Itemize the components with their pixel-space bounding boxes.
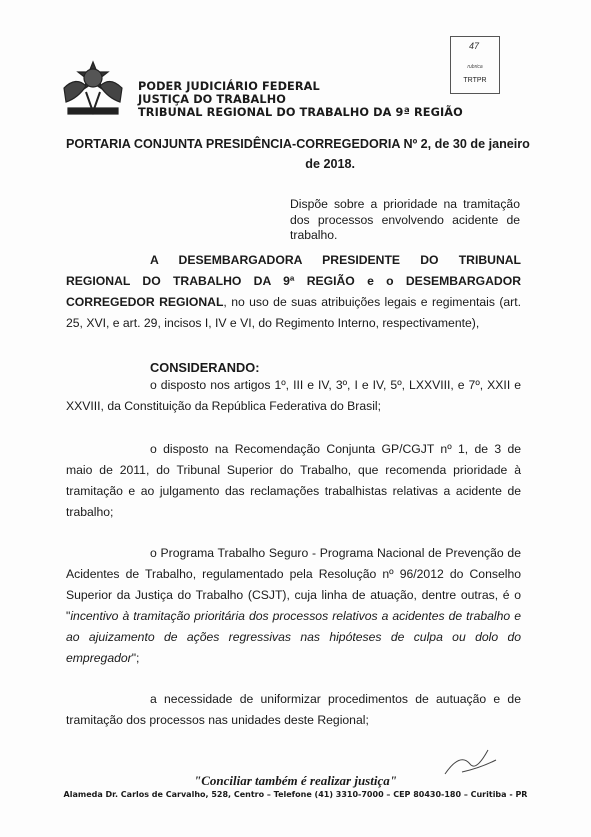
coat-of-arms-icon xyxy=(56,58,130,122)
considerando-item-2: o disposto na Recomendação Conjunta GP/CGJT nº 1, de 3 de maio de 2011, do Tribunal Superior do Trabalho, que recomenda prioridade à tramitação e ao julgamento das reclamações trabalhistas relativas a acidente de trabalho; xyxy=(66,442,521,519)
preamble-paragraph xyxy=(66,250,521,334)
header-line-3: TRIBUNAL REGIONAL DO TRABALHO DA 9ª REGIÃO xyxy=(138,106,463,119)
considerando-item-3 xyxy=(66,543,521,669)
footer-motto: "Conciliar também é realizar justiça" xyxy=(194,773,397,788)
stamp-rubric: rubrica xyxy=(467,64,483,70)
preamble-authorities: A DESEMBARGADORA PRESIDENTE DO TRIBUNAL REGIONAL DO TRABALHO DA 9ª REGIÃO e o DESEMBARGADOR CORREGEDOR REGIONAL xyxy=(66,253,521,309)
ementa: Dispõe sobre a prioridade na tramitação dos processos envolvendo acidente de trabalho. xyxy=(290,197,520,242)
title-line-1: PORTARIA CONJUNTA PRESIDÊNCIA-CORREGEDORIA Nº 2, de 30 de janeiro xyxy=(66,137,530,151)
stamp-number: 47 xyxy=(468,41,479,51)
considerando-heading: CONSIDERANDO: xyxy=(150,360,260,375)
considerando-item-1: o disposto nos artigos 1º, III e IV, 3º, I e IV, 5º, LXXVIII, e 7º, XXII e XXVIII, da Constituição da República Federativa do Brasil; xyxy=(66,378,521,413)
document-title xyxy=(62,136,532,173)
title-line-2: de 2018. xyxy=(305,157,355,171)
item-3-quote: incentivo à tramitação prioritária dos processos relativos a acidentes de trabalho e ao ajuizamento de ações regressivas nas hipóteses de culpa ou dolo do empregador xyxy=(66,609,521,665)
considerando-item-4: a necessidade de uniformizar procedimentos de autuação e de tramitação dos processos nas unidades deste Regional; xyxy=(66,692,521,727)
item-3-end: "; xyxy=(131,651,140,665)
page-stamp xyxy=(450,36,500,94)
item-3-text: o Programa Trabalho Seguro - Programa Nacional de Prevenção de Acidentes de Trabalho, regulamentado pela Resolução nº 96/2012 do Conselho Superior da Justiça do Trabalho (CSJT), cuja linha de atuação, dentre outras, é o " xyxy=(66,546,521,623)
institution-header xyxy=(138,80,463,119)
header-line-1: PODER JUDICIÁRIO FEDERAL xyxy=(138,80,320,93)
preamble-text: , no uso de suas atribuições legais e regimentais (art. 25, XVI, e art. 29, incisos I, IV e VI, do Regimento Interno, respectivamente), xyxy=(66,295,521,330)
stamp-org: TRTPR xyxy=(463,77,487,84)
footer-address: Alameda Dr. Carlos de Carvalho, 528, Centro – Telefone (41) 3310-7000 – CEP 80430-180 – Curitiba - PR xyxy=(63,790,528,799)
header-line-2: JUSTIÇA DO TRABALHO xyxy=(138,93,286,106)
